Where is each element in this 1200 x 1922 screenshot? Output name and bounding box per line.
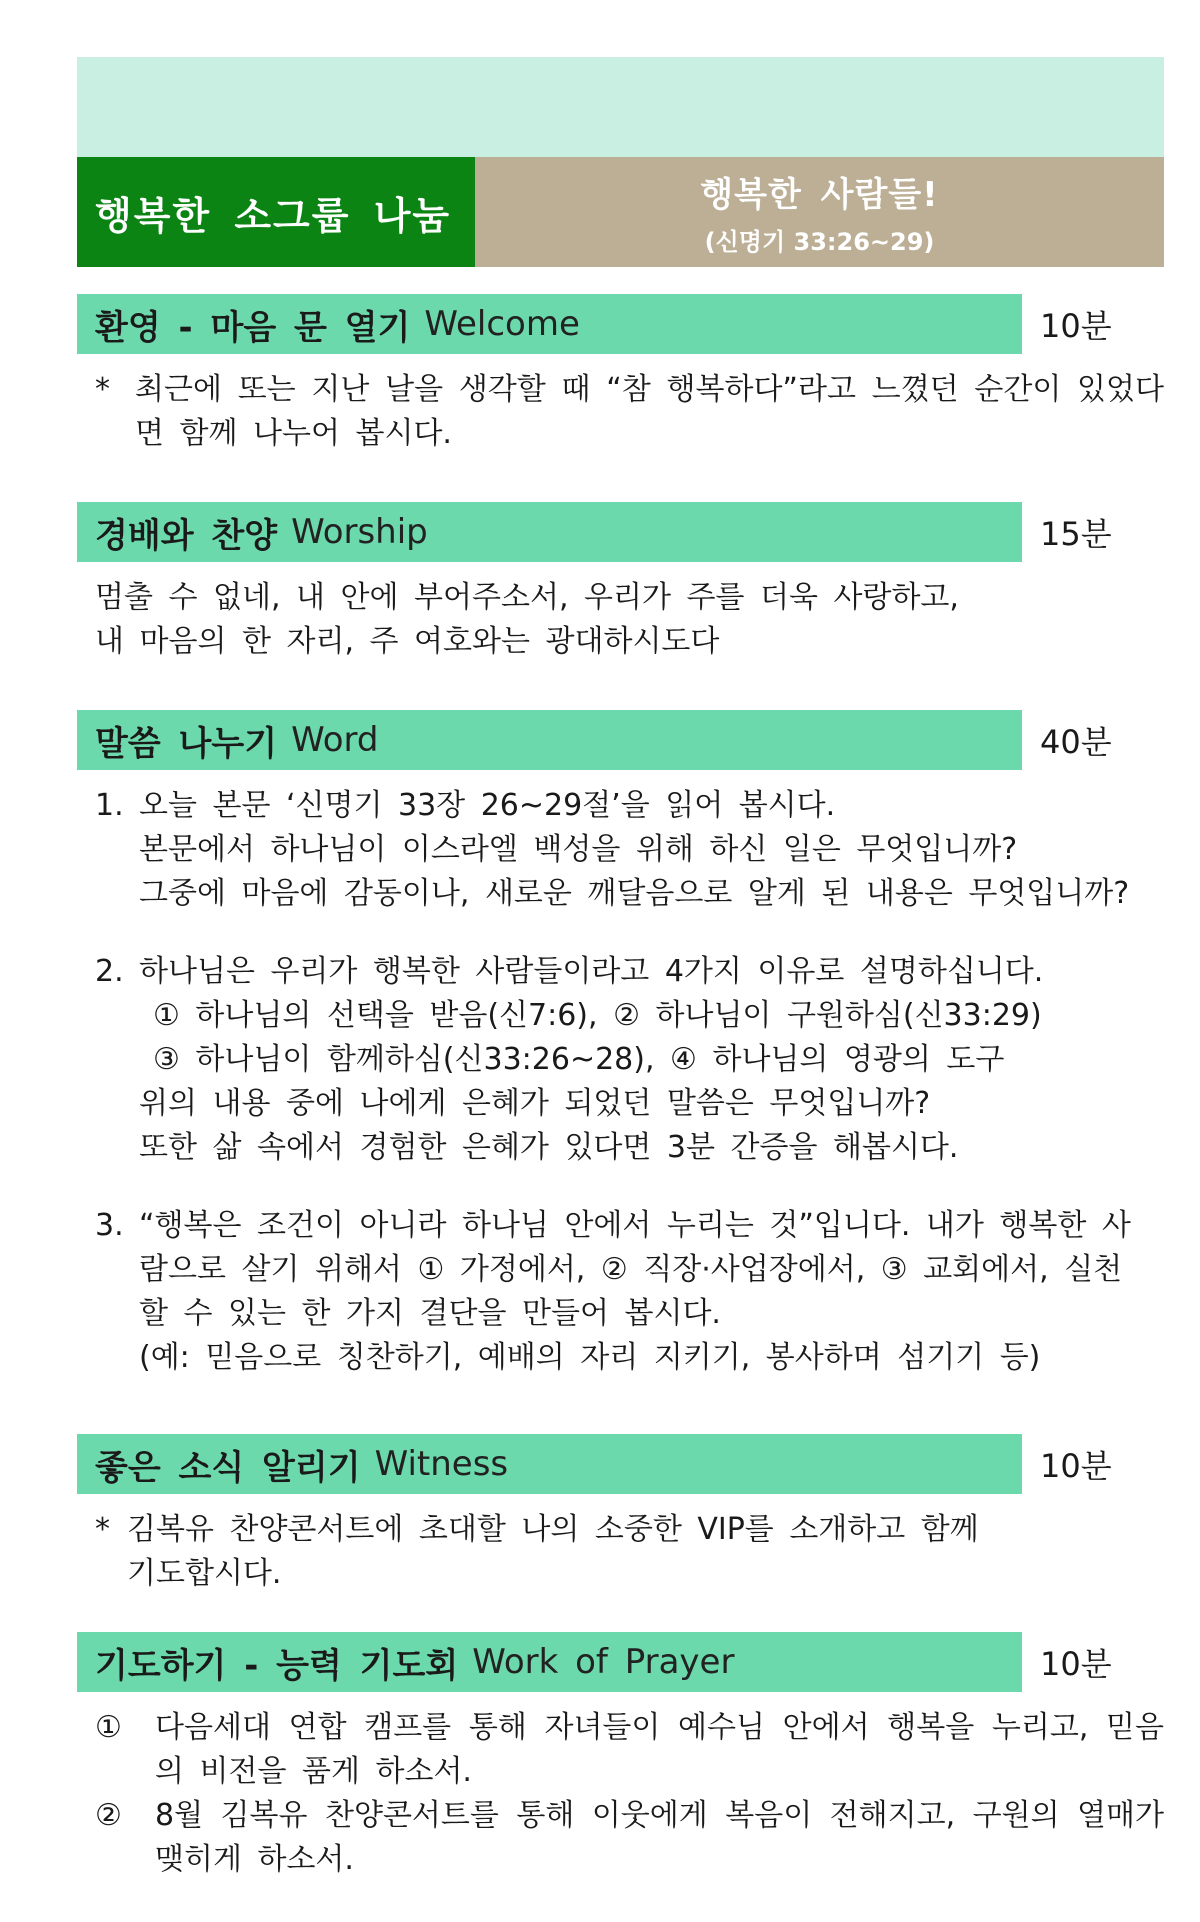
question-line: (예: 믿음으로 칭찬하기, 예배의 자리 지키기, 봉사하며 섬기기 등)	[139, 1340, 1041, 1375]
title-row	[77, 157, 1164, 267]
question-line: 할 수 있는 한 가지 결단을 만들어 봅시다.	[139, 1296, 721, 1331]
question-text	[139, 1204, 1164, 1380]
section-duration: 10분	[1040, 1645, 1112, 1683]
list-item	[77, 368, 1164, 456]
song-list-line: 멈출 수 없네, 내 안에 부어주소서, 우리가 주를 더욱 사랑하고,	[95, 580, 959, 615]
question-item	[77, 950, 1164, 1170]
section-title-english: Welcome	[424, 304, 580, 344]
prayer-item	[77, 1794, 1164, 1882]
prayer-text: 다음세대 연합 캠프를 통해 자녀들이 예수님 안에서 행복을 누리고, 믿음의 비전을 품게 하소서.	[155, 1710, 1164, 1789]
section-header	[77, 294, 1164, 354]
section-header	[77, 1632, 1164, 1692]
prayer-text: 8월 김복유 찬양콘서트를 통해 이웃에게 복음이 전해지고, 구원의 열매가 맺히게 하소서.	[155, 1798, 1164, 1877]
asterisk-mark: *	[95, 1512, 110, 1547]
question-item	[77, 784, 1164, 916]
section-body	[77, 1706, 1164, 1882]
question-number: 1.	[95, 788, 124, 823]
question-line: 람으로 살기 위해서 ① 가정에서, ② 직장·사업장에서, ③ 교회에서, 실천	[139, 1252, 1123, 1287]
section-title: 좋은 소식 알리기	[95, 1447, 361, 1488]
section-duration: 10분	[1040, 307, 1112, 345]
section-word	[77, 710, 1164, 1414]
question-line: “행복은 조건이 아니라 하나님 안에서 누리는 것”입니다. 내가 행복한 사	[139, 1208, 1131, 1243]
prayer-number: ①	[95, 1710, 122, 1745]
question-line: 그중에 마음에 감동이나, 새로운 깨달음으로 알게 된 내용은 무엇입니까?	[139, 876, 1130, 911]
section-welcome	[77, 294, 1164, 456]
question-text	[139, 784, 1164, 916]
bulletin-page	[77, 57, 1164, 267]
question-line: 하나님은 우리가 행복한 사람들이라고 4가지 이유로 설명하십니다.	[139, 954, 1044, 989]
question-text	[139, 950, 1164, 1170]
prayer-number: ②	[95, 1798, 122, 1833]
witness-line: 김복유 찬양콘서트에 초대할 나의 소중한 VIP를 소개하고 함께	[127, 1512, 979, 1547]
section-body	[77, 1508, 1164, 1596]
section-title: 환영 - 마음 문 열기	[95, 307, 411, 348]
section-duration: 15분	[1040, 515, 1112, 553]
question-line: ③ 하나님이 함께하심(신33:26~28), ④ 하나님의 영광의 도구	[153, 1042, 1005, 1077]
question-number: 3.	[95, 1208, 124, 1243]
scripture-reference: (신명기 33:26~29)	[704, 228, 935, 256]
prayer-item	[77, 1706, 1164, 1794]
section-title: 경배와 찬양	[95, 515, 278, 556]
question-line: 또한 삶 속에서 경험한 은혜가 있다면 3분 간증을 해봅시다.	[139, 1130, 959, 1165]
section-prayer	[77, 1632, 1164, 1882]
section-bar	[77, 1632, 1022, 1692]
section-duration: 40분	[1040, 723, 1112, 761]
section-bar	[77, 294, 1022, 354]
section-bar	[77, 502, 1022, 562]
question-item	[77, 1204, 1164, 1380]
sermon-title: 행복한 사람들!	[700, 175, 939, 215]
section-header	[77, 1434, 1164, 1494]
page-title: 행복한 소그룹 나눔	[77, 157, 475, 267]
section-duration: 10분	[1040, 1447, 1112, 1485]
sermon-title-box	[475, 157, 1164, 267]
section-witness	[77, 1434, 1164, 1596]
section-title-english: Word	[291, 720, 379, 760]
asterisk-mark: *	[95, 372, 110, 407]
section-title: 기도하기 - 능력 기도회	[95, 1645, 459, 1686]
section-title: 말씀 나누기	[95, 723, 278, 764]
question-line: 본문에서 하나님이 이스라엘 백성을 위해 하신 일은 무엇입니까?	[139, 832, 1018, 867]
question-line: 오늘 본문 ‘신명기 33장 26~29절’을 읽어 봅시다.	[139, 788, 836, 823]
witness-line: 기도합시다.	[127, 1556, 282, 1591]
section-bar	[77, 710, 1022, 770]
section-title-english: Worship	[291, 512, 428, 552]
witness-text	[127, 1508, 1164, 1596]
section-body	[77, 784, 1164, 1380]
question-line: ① 하나님의 선택을 받음(신7:6), ② 하나님이 구원하심(신33:29)	[153, 998, 1042, 1033]
list-item	[77, 1508, 1164, 1596]
section-body	[77, 368, 1164, 456]
top-band	[77, 57, 1164, 157]
section-bar	[77, 1434, 1022, 1494]
song-list-line: 내 마음의 한 자리, 주 여호와는 광대하시도다	[95, 624, 720, 659]
question-number: 2.	[95, 954, 124, 989]
section-worship	[77, 502, 1164, 664]
question-line: 위의 내용 중에 나에게 은혜가 되었던 말씀은 무엇입니까?	[139, 1086, 931, 1121]
welcome-question: 최근에 또는 지난 날을 생각할 때 “참 행복하다”라고 느꼈던 순간이 있었다면 함께 나누어 봅시다.	[135, 372, 1164, 451]
section-header	[77, 710, 1164, 770]
section-header	[77, 502, 1164, 562]
section-title-english: Work of Prayer	[472, 1642, 735, 1682]
section-body	[77, 576, 1164, 664]
section-title-english: Witness	[374, 1444, 509, 1484]
